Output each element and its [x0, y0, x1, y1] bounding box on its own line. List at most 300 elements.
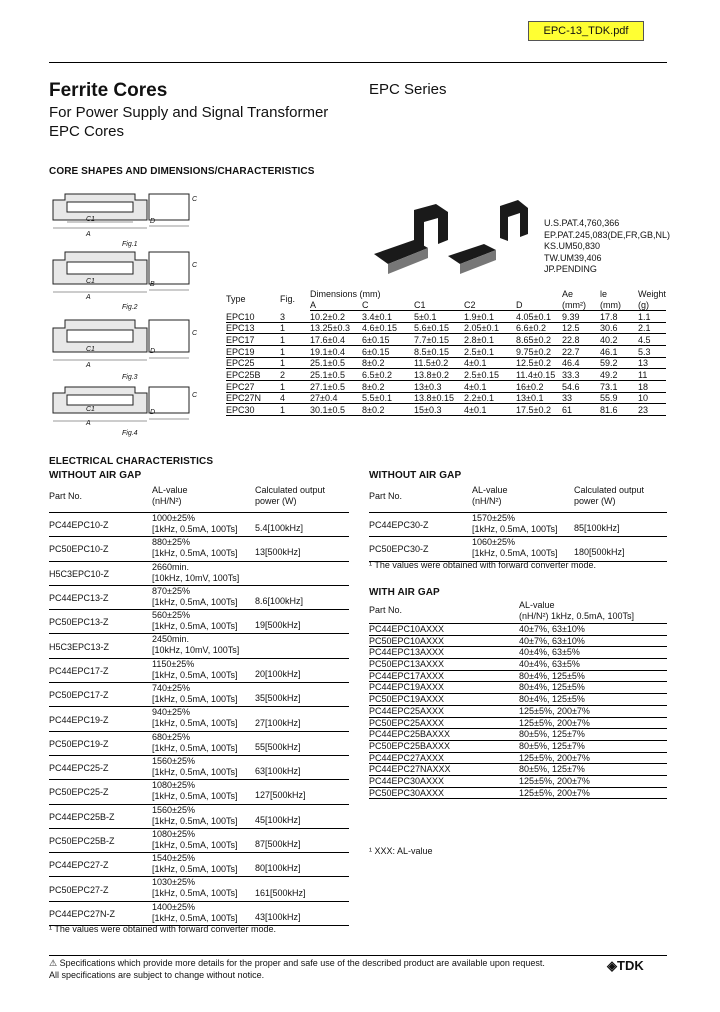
- table-row: [369, 753, 667, 765]
- cell-type: EPC10: [226, 310, 280, 322]
- cell-ae: 12.5: [562, 322, 600, 334]
- cell-part: PC50EPC30AXXX: [369, 787, 445, 798]
- footer-line-2: All specifications are subject to change without notice.: [49, 970, 265, 980]
- cell-w: 10: [638, 392, 666, 404]
- table-row: [49, 780, 349, 804]
- cell-part: PC44EPC25BAXXX: [369, 729, 451, 740]
- cell-type: EPC19: [226, 345, 280, 357]
- cell-a: 17.6±0.4: [310, 334, 362, 346]
- cell-al-value: 40±4%, 63±5%: [519, 647, 580, 658]
- cell-output-power: 27[100kHz]: [255, 717, 301, 728]
- cell-part: PC44EPC30-Z: [369, 520, 429, 531]
- cell-output-power: 87[500kHz]: [255, 839, 301, 849]
- cell-part: PC44EPC13AXXX: [369, 647, 445, 658]
- fig-4-letter-c: C: [192, 392, 198, 399]
- cell-al-value: 1030±25%: [152, 877, 195, 888]
- cell-al-value: 40±7%, 63±10%: [519, 635, 585, 646]
- cell-c: 8±0.2: [362, 357, 414, 369]
- hdr-part: Part No.: [369, 605, 403, 615]
- table-row: [226, 334, 666, 346]
- fig-2-label: Fig.2: [122, 304, 138, 311]
- cell-al-value: 680±25%: [152, 731, 190, 742]
- cell-a: 25.1±0.5: [310, 357, 362, 369]
- cell-type: EPC27N: [226, 392, 280, 404]
- table-row: [369, 741, 667, 753]
- left-note-text: The values were obtained with forward converter mode.: [54, 924, 276, 934]
- fig-1-letter-c1: C1: [86, 216, 95, 223]
- table-row: [226, 357, 666, 369]
- dim-header-row-1: [226, 287, 666, 299]
- core-section-title: CORE SHAPES AND DIMENSIONS/CHARACTERISTICS: [49, 166, 315, 177]
- header-rule: [49, 62, 667, 63]
- cell-output-power: 43[100kHz]: [255, 911, 301, 922]
- cell-w: 2.1: [638, 322, 666, 334]
- cell-fig: 1: [280, 404, 310, 416]
- cell-c: 8±0.2: [362, 381, 414, 393]
- cell-le: 49.2: [600, 369, 638, 381]
- table-row: [226, 404, 666, 416]
- cell-output-power: 63[100kHz]: [255, 766, 301, 777]
- cell-type: EPC13: [226, 322, 280, 334]
- col-le-unit: (mm): [600, 299, 638, 311]
- patent-item: KS.UM50,830: [544, 241, 601, 251]
- cell-d: 9.75±0.2: [516, 345, 562, 357]
- fig-3-label: Fig.3: [122, 374, 138, 381]
- cell-al-condition: [1kHz, 0.5mA, 100Ts]: [152, 621, 238, 632]
- col-a: A: [310, 299, 362, 311]
- cell-c1: 5±0.1: [414, 310, 464, 322]
- fig-1-letter-d: D: [150, 218, 156, 225]
- hdr-out-2: power (W): [574, 496, 616, 506]
- table-row: [226, 392, 666, 404]
- fig-4-label: Fig.4: [122, 430, 138, 437]
- tdk-logo: [607, 958, 644, 974]
- hdr-al-2: (nH/N²): [472, 496, 502, 506]
- cell-al-value: 880±25%: [152, 537, 190, 548]
- cell-al-value: 80±4%, 125±5%: [519, 682, 585, 693]
- cell-ae: 61: [562, 404, 600, 416]
- fig-4-letter-a: A: [86, 420, 91, 427]
- left-table-title: WITHOUT AIR GAP: [49, 470, 142, 481]
- right-note-text: The values were obtained with forward converter mode.: [374, 560, 596, 570]
- cell-w: 23: [638, 404, 666, 416]
- table-row: [49, 902, 349, 926]
- gap-table-title: WITH AIR GAP: [369, 587, 440, 598]
- elec-right-header: [369, 483, 667, 513]
- fig-3-letter-d: D: [150, 348, 156, 355]
- table-row: [226, 322, 666, 334]
- cell-c: 6±0.15: [362, 334, 414, 346]
- col-c2: C2: [464, 299, 516, 311]
- cell-fig: 3: [280, 310, 310, 322]
- table-row: [49, 537, 349, 561]
- cell-c: 5.5±0.1: [362, 392, 414, 404]
- cell-al-value: 1000±25%: [152, 513, 195, 523]
- cell-part: PC50EPC27-Z: [49, 884, 109, 895]
- cell-le: 73.1: [600, 381, 638, 393]
- cell-fig: 1: [280, 357, 310, 369]
- cell-c: 3.4±0.1: [362, 310, 414, 322]
- table-row: [226, 381, 666, 393]
- cell-part: PC50EPC10-Z: [49, 544, 109, 555]
- table-row: [369, 788, 667, 800]
- hdr-part: Part No.: [49, 491, 83, 501]
- cell-ae: 46.4: [562, 357, 600, 369]
- cell-part: PC44EPC27-Z: [49, 860, 109, 871]
- cell-part: PC44EPC13-Z: [49, 593, 109, 604]
- cell-al-value: 125±5%, 200±7%: [519, 705, 590, 716]
- cell-c2: 2.5±0.15: [464, 369, 516, 381]
- col-c1: C1: [414, 299, 464, 311]
- table-row: [369, 764, 667, 776]
- cell-part: PC44EPC25AXXX: [369, 705, 445, 716]
- cell-d: 4.05±0.1: [516, 310, 562, 322]
- cell-w: 5.3: [638, 345, 666, 357]
- cell-w: 18: [638, 381, 666, 393]
- cell-part: PC44EPC25-Z: [49, 763, 109, 774]
- table-row: [369, 659, 667, 671]
- col-d: D: [516, 299, 562, 311]
- core-shape-drawings: [45, 188, 215, 438]
- hdr-out-2: power (W): [255, 496, 297, 506]
- col-dimensions: Dimensions (mm): [310, 288, 381, 299]
- cell-al-value: 1080±25%: [152, 828, 195, 839]
- patent-list: [544, 218, 670, 276]
- table-row: [369, 776, 667, 788]
- cell-a: 30.1±0.5: [310, 404, 362, 416]
- patent-item: TW.UM39,406: [544, 252, 602, 263]
- cell-ae: 22.8: [562, 334, 600, 346]
- fig-1-letter-a: A: [86, 231, 91, 238]
- cell-le: 81.6: [600, 404, 638, 416]
- cell-d: 12.5±0.2: [516, 357, 562, 369]
- table-row: [49, 562, 349, 586]
- cell-part: PC44EPC17-Z: [49, 665, 109, 676]
- cell-c: 6.5±0.2: [362, 369, 414, 381]
- cell-al-value: 1570±25%: [472, 513, 515, 523]
- left-note: ¹ The values were obtained with forward converter mode.: [49, 924, 276, 934]
- page-subtitle-2: EPC Cores: [49, 123, 125, 140]
- cell-a: 19.1±0.4: [310, 345, 362, 357]
- fig-4-letter-c1: C1: [86, 406, 95, 413]
- page-title: Ferrite Cores: [49, 80, 168, 101]
- cell-c2: 2.05±0.1: [464, 322, 516, 334]
- cell-c1: 13.8±0.2: [414, 369, 464, 381]
- cell-c1: 7.7±0.15: [414, 334, 464, 346]
- cell-le: 30.6: [600, 322, 638, 334]
- table-row: [49, 659, 349, 683]
- cell-part: PC50EPC30-Z: [369, 544, 429, 555]
- cell-part: PC50EPC10AXXX: [369, 635, 445, 646]
- hdr-al-2: (nH/N²): [152, 496, 182, 506]
- cell-c2: 2.5±0.1: [464, 345, 516, 357]
- cell-al-condition: [1kHz, 0.5mA, 100Ts]: [472, 524, 558, 534]
- table-row: [226, 369, 666, 381]
- cell-a: 27±0.4: [310, 392, 362, 404]
- cell-a: 10.2±0.2: [310, 310, 362, 322]
- table-row: [49, 805, 349, 829]
- tdk-logo-icon: ◈: [607, 958, 617, 973]
- cell-al-condition: [1kHz, 0.5mA, 100Ts]: [152, 815, 238, 826]
- table-row: [49, 877, 349, 901]
- cell-output-power: 8.6[100kHz]: [255, 596, 304, 607]
- cell-al-condition: [1kHz, 0.5mA, 100Ts]: [152, 596, 238, 607]
- cell-c: 6±0.15: [362, 345, 414, 357]
- cell-output-power: 127[500kHz]: [255, 790, 306, 801]
- cell-al-condition: [1kHz, 0.5mA, 100Ts]: [152, 864, 238, 875]
- cell-c: 8±0.2: [362, 404, 414, 416]
- cell-al-value: 1150±25%: [152, 658, 195, 669]
- cell-c2: 4±0.1: [464, 381, 516, 393]
- cell-al-value: 1540±25%: [152, 853, 195, 864]
- elec-gap-header: [369, 600, 667, 624]
- patent-item: EP.PAT.245,083(DE,FR,GB,NL): [544, 229, 671, 240]
- hdr-part: Part No.: [369, 491, 403, 501]
- cell-part: PC44EPC27NAXXX: [369, 764, 451, 775]
- cell-al-value: 1400±25%: [152, 901, 195, 912]
- cell-output-power: 180[500kHz]: [574, 547, 625, 558]
- cell-part: PC44EPC10-Z: [49, 520, 109, 531]
- cell-al-value: 125±5%, 200±7%: [519, 752, 590, 763]
- cell-part: PC44EPC27AXXX: [369, 752, 445, 763]
- cell-al-value: 125±5%, 200±7%: [519, 775, 590, 786]
- cell-c2: 4±0.1: [464, 357, 516, 369]
- fig-2-letter-b: B: [150, 281, 155, 288]
- cell-al-value: 1560±25%: [152, 804, 195, 815]
- cell-al-condition: [1kHz, 0.5mA, 100Ts]: [152, 791, 238, 802]
- cell-al-condition: [1kHz, 0.5mA, 100Ts]: [152, 694, 238, 705]
- cell-al-value: 80±4%, 125±5%: [519, 694, 585, 705]
- cell-fig: 2: [280, 369, 310, 381]
- table-row: [49, 513, 349, 537]
- cell-part: H5C3EPC13-Z: [49, 641, 110, 652]
- fig-4-letter-d: D: [150, 409, 156, 416]
- table-row: [226, 345, 666, 357]
- cell-ae: 22.7: [562, 345, 600, 357]
- cell-le: 46.1: [600, 345, 638, 357]
- cell-part: PC50EPC13AXXX: [369, 659, 445, 670]
- fig-1-letter-c: C: [192, 196, 198, 203]
- cell-part: PC50EPC19-Z: [49, 738, 109, 749]
- cell-al-value: 125±5%, 200±7%: [519, 787, 590, 798]
- cell-fig: 1: [280, 381, 310, 393]
- table-row: [369, 647, 667, 659]
- cell-le: 17.8: [600, 310, 638, 322]
- cell-part: PC50EPC25BAXXX: [369, 740, 451, 751]
- col-le: le: [600, 288, 608, 299]
- gap-note-text: XXX: AL-value: [374, 846, 433, 856]
- cell-al-condition: [1kHz, 0.5mA, 100Ts]: [152, 912, 238, 923]
- cell-part: PC44EPC10AXXX: [369, 624, 445, 634]
- cell-a: 25.1±0.5: [310, 369, 362, 381]
- cell-part: PC50EPC25-Z: [49, 787, 109, 798]
- table-row: [369, 513, 667, 537]
- table-row: [49, 610, 349, 634]
- cell-part: PC44EPC27N-Z: [49, 908, 116, 919]
- page-subtitle: For Power Supply and Signal Transformer: [49, 104, 329, 121]
- hdr-out-1: Calculated output: [574, 485, 645, 495]
- cell-output-power: 161[500kHz]: [255, 887, 306, 898]
- cell-ae: 33.3: [562, 369, 600, 381]
- cell-c2: 2.8±0.1: [464, 334, 516, 346]
- footer-rule: [49, 955, 667, 956]
- table-row: [49, 683, 349, 707]
- cell-al-value: 2450min.: [152, 634, 190, 645]
- file-name-tag: EPC-13_TDK.pdf: [528, 21, 644, 41]
- footer-line-1: Specifications which provide more details for the proper and safe use of the described product are available upon request.: [59, 958, 545, 968]
- cell-al-condition: [10kHz, 10mV, 100Ts]: [152, 645, 240, 656]
- cell-c1: 13±0.3: [414, 381, 464, 393]
- cell-c2: 1.9±0.1: [464, 310, 516, 322]
- cell-al-value: 80±5%, 125±7%: [519, 729, 585, 740]
- cell-part: PC44EPC19-Z: [49, 714, 109, 725]
- cell-part: PC50EPC17-Z: [49, 690, 109, 701]
- cell-al-value: 1560±25%: [152, 755, 195, 766]
- table-row: [369, 718, 667, 730]
- fig-1-label: Fig.1: [122, 241, 138, 248]
- hdr-al-1: AL-value: [472, 485, 508, 495]
- hdr-al-1: AL-value: [152, 485, 188, 495]
- cell-c2: 4±0.1: [464, 404, 516, 416]
- table-row: [49, 586, 349, 610]
- series-name: EPC Series: [369, 81, 447, 98]
- cell-al-value: 80±5%, 125±7%: [519, 740, 585, 751]
- cell-output-power: 20[100kHz]: [255, 668, 301, 679]
- cell-al-value: 80±5%, 125±7%: [519, 764, 585, 775]
- tdk-logo-text: TDK: [617, 958, 644, 973]
- cell-al-value: 2660min.: [152, 561, 190, 572]
- table-row: [369, 729, 667, 741]
- dimensions-table: [226, 287, 666, 416]
- cell-w: 1.1: [638, 310, 666, 322]
- table-row: [369, 682, 667, 694]
- cell-w: 4.5: [638, 334, 666, 346]
- cell-part: H5C3EPC10-Z: [49, 568, 110, 579]
- cell-al-value: 125±5%, 200±7%: [519, 717, 590, 728]
- cell-al-value: 940±25%: [152, 707, 190, 718]
- cell-part: PC44EPC19AXXX: [369, 682, 445, 693]
- right-note: ¹ The values were obtained with forward converter mode.: [369, 560, 596, 570]
- cell-ae: 33: [562, 392, 600, 404]
- table-row: [226, 310, 666, 322]
- cell-fig: 1: [280, 345, 310, 357]
- elec-left-table: [49, 483, 349, 926]
- col-ae: Ae: [562, 288, 574, 299]
- cell-al-value: 40±7%, 63±10%: [519, 624, 585, 634]
- cell-c2: 2.2±0.1: [464, 392, 516, 404]
- col-fig: Fig.: [280, 293, 296, 304]
- cell-c1: 15±0.3: [414, 404, 464, 416]
- table-row: [369, 694, 667, 706]
- cell-al-value: 1080±25%: [152, 780, 195, 791]
- col-type: Type: [226, 293, 246, 304]
- cell-al-value: 1060±25%: [472, 537, 515, 548]
- cell-ae: 54.6: [562, 381, 600, 393]
- cell-type: EPC25B: [226, 369, 280, 381]
- patent-item: U.S.PAT.4,760,366: [544, 218, 620, 228]
- elec-gap-table: [369, 600, 667, 799]
- cell-output-power: 35[500kHz]: [255, 693, 301, 704]
- cell-al-condition: [1kHz, 0.5mA, 100Ts]: [152, 548, 238, 559]
- cell-w: 13: [638, 357, 666, 369]
- patent-item: JP.PENDING: [544, 264, 597, 274]
- cell-part: PC44EPC30AXXX: [369, 775, 445, 786]
- hdr-al-1: AL-value: [519, 600, 555, 610]
- cell-fig: 4: [280, 392, 310, 404]
- gap-note: ¹ XXX: AL-value: [369, 846, 433, 856]
- cell-al-condition: [1kHz, 0.5mA, 100Ts]: [472, 548, 558, 559]
- cell-al-value: 80±4%, 125±5%: [519, 670, 585, 681]
- cell-al-value: 40±4%, 63±5%: [519, 659, 580, 670]
- cell-al-condition: [1kHz, 0.5mA, 100Ts]: [152, 669, 238, 680]
- col-ae-unit: (mm²): [562, 299, 600, 311]
- cell-fig: 1: [280, 322, 310, 334]
- cell-le: 59.2: [600, 357, 638, 369]
- cell-le: 55.9: [600, 392, 638, 404]
- cell-c1: 13.8±0.15: [414, 392, 464, 404]
- table-row: [49, 634, 349, 658]
- table-row: [49, 707, 349, 731]
- table-row: [49, 853, 349, 877]
- cell-output-power: 19[500kHz]: [255, 620, 301, 631]
- cell-type: EPC27: [226, 381, 280, 393]
- cell-al-value: 560±25%: [152, 610, 190, 621]
- hdr-al-2: (nH/N²) 1kHz, 0.5mA, 100Ts]: [519, 611, 635, 621]
- table-row: [369, 706, 667, 718]
- fig-2-letter-a: A: [86, 294, 91, 301]
- cell-al-condition: [10kHz, 10mV, 100Ts]: [152, 572, 240, 583]
- fig-2-letter-c1: C1: [86, 278, 95, 285]
- table-row: [369, 537, 667, 561]
- cell-part: PC44EPC17AXXX: [369, 670, 445, 681]
- cell-a: 13.25±0.3: [310, 322, 362, 334]
- table-row: [49, 829, 349, 853]
- cell-part: PC44EPC25B-Z: [49, 811, 115, 822]
- col-weight-unit: (g): [638, 299, 666, 311]
- cell-ae: 9.39: [562, 310, 600, 322]
- table-row: [369, 671, 667, 683]
- table-row: [49, 732, 349, 756]
- fig-2-letter-c: C: [192, 262, 198, 269]
- cell-part: PC50EPC25AXXX: [369, 717, 445, 728]
- cell-part: PC50EPC19AXXX: [369, 694, 445, 705]
- cell-part: PC50EPC25B-Z: [49, 836, 115, 846]
- elec-right-table: [369, 483, 667, 562]
- cell-c1: 5.6±0.15: [414, 322, 464, 334]
- cell-le: 40.2: [600, 334, 638, 346]
- warning-icon: ⚠: [49, 958, 58, 968]
- cell-output-power: 85[100kHz]: [574, 523, 620, 534]
- cell-al-condition: [1kHz, 0.5mA, 100Ts]: [152, 888, 238, 899]
- cell-output-power: 45[100kHz]: [255, 814, 301, 825]
- elec-left-header: [49, 483, 349, 513]
- cell-d: 8.65±0.2: [516, 334, 562, 346]
- cell-d: 11.4±0.15: [516, 369, 562, 381]
- cell-al-value: 870±25%: [152, 585, 190, 596]
- cell-c1: 8.5±0.15: [414, 345, 464, 357]
- col-c: C: [362, 299, 414, 311]
- cell-d: 17.5±0.2: [516, 404, 562, 416]
- cell-al-condition: [1kHz, 0.5mA, 100Ts]: [152, 839, 238, 850]
- cell-c: 4.6±0.15: [362, 322, 414, 334]
- fig-3-letter-a: A: [86, 362, 91, 369]
- cell-d: 16±0.2: [516, 381, 562, 393]
- cell-al-value: 740±25%: [152, 683, 190, 694]
- cell-c1: 11.5±0.2: [414, 357, 464, 369]
- cell-al-condition: [1kHz, 0.5mA, 100Ts]: [152, 742, 238, 753]
- cell-type: EPC17: [226, 334, 280, 346]
- cell-output-power: 80[100kHz]: [255, 863, 301, 874]
